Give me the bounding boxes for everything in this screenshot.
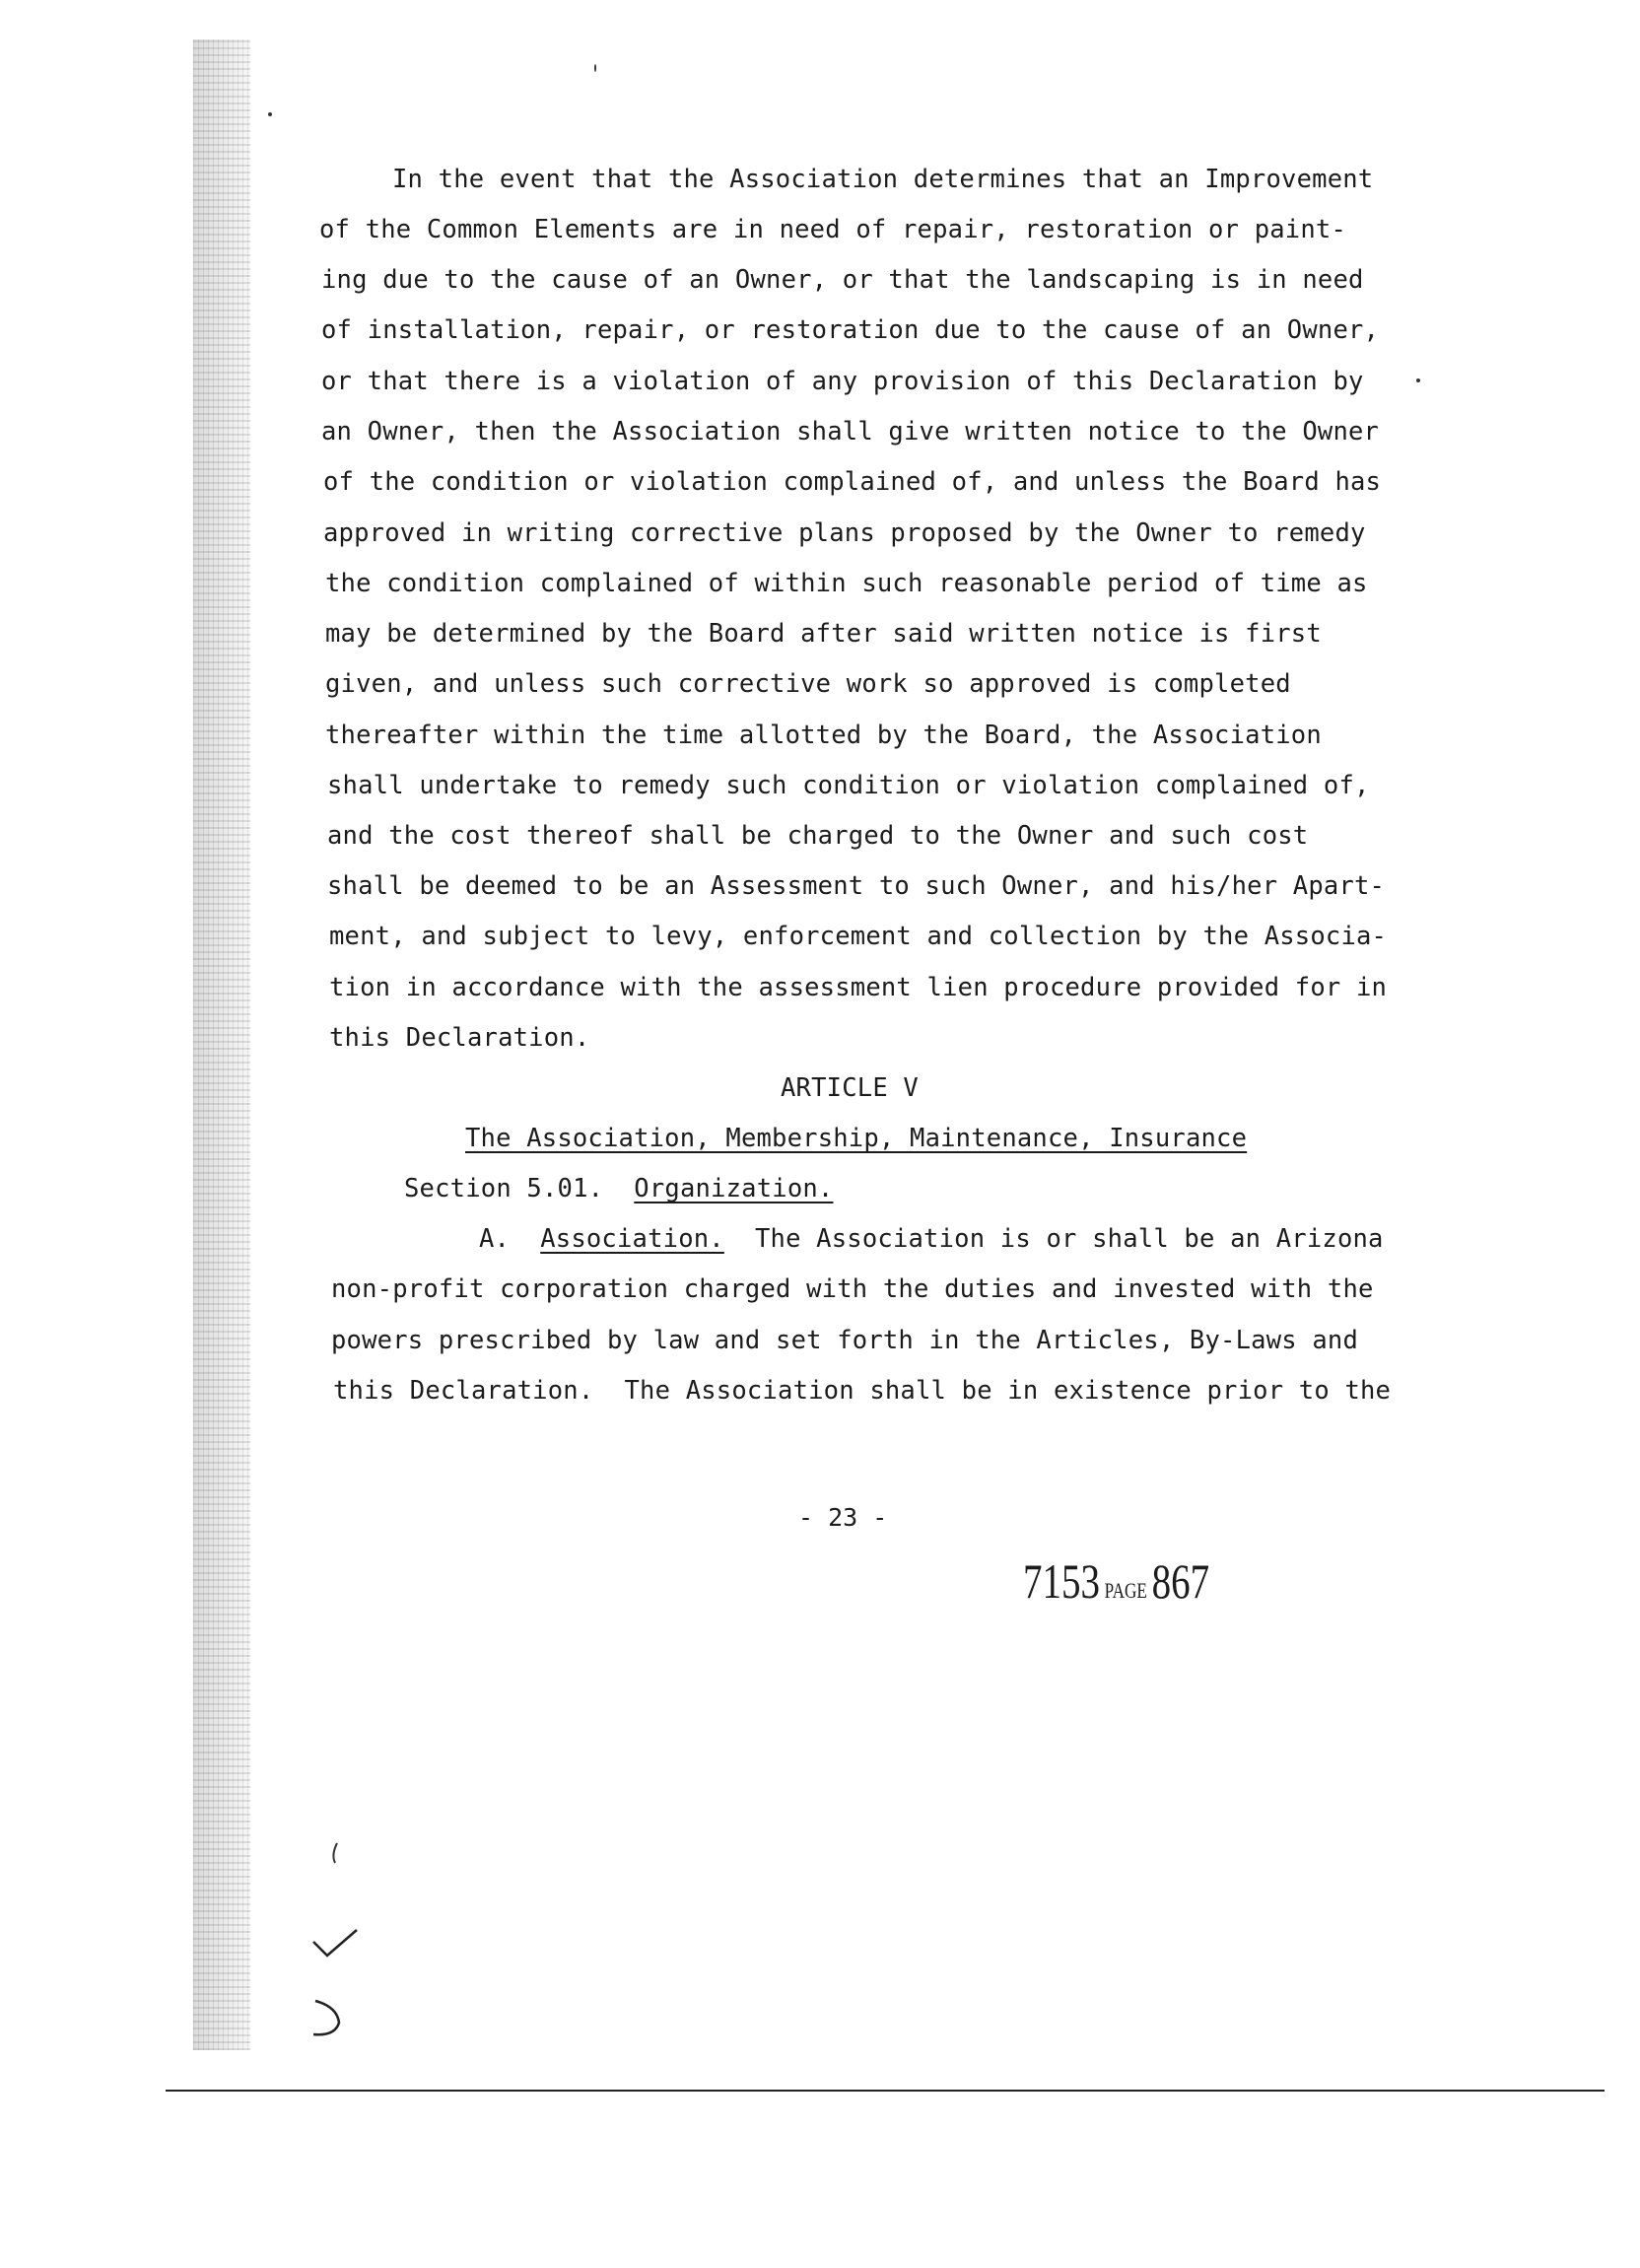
paragraph-line: and the cost thereof shall be charged to the Owner and such cost [327,821,1309,851]
subsection-first-line [479,1224,1384,1254]
scan-speck [594,64,596,72]
bottom-scan-border [166,2090,1605,2092]
page-number: - 23 - [798,1503,888,1532]
subsection-text: The Association is or shall be an Arizona [754,1224,1384,1254]
paragraph-line: tion in accordance with the assessment lien procedure provided for in [329,973,1388,1002]
subsection-line: non-profit corporation charged with the duties and invested with the [331,1274,1374,1304]
paragraph-line: ing due to the cause of an Owner, or that the landscaping is in need [321,265,1364,295]
subsection-title: Association. [540,1224,724,1254]
article-heading: ARTICLE V [781,1073,919,1103]
paragraph-line: shall be deemed to be an Assessment to such Owner, and his/her Apart- [327,871,1386,901]
subsection-line: powers prescribed by law and set forth in the Articles, By-Laws and [331,1326,1359,1355]
article-title: The Association, Membership, Maintenance, Insurance [465,1124,1248,1153]
paragraph-line: of the condition or violation complained of, and unless the Board has [323,467,1382,497]
subsection-letter: A. [479,1224,511,1254]
section-number: Section 5.01. [404,1174,604,1203]
section-title: Organization. [634,1174,834,1203]
paragraph-line: approved in writing corrective plans proposed by the Owner to remedy [323,518,1366,548]
scan-speck [268,112,272,116]
paragraph-line: thereafter within the time allotted by the Board, the Association [325,721,1322,750]
handwritten-mark-icon [286,1823,375,2040]
paragraph-line: may be determined by the Board after said written notice is first [325,619,1322,649]
paragraph-line: of the Common Elements are in need of repair, restoration or paint- [319,215,1347,244]
paragraph-line: ment, and subject to levy, enforcement and collection by the Associa- [329,922,1388,951]
paragraph-line: shall undertake to remedy such condition or violation complained of, [327,771,1370,800]
book-page-number: 867 [1151,1553,1210,1609]
section-heading [404,1174,833,1203]
book-number: 7153 [1023,1553,1100,1609]
paragraph-line: the condition complained of within such reasonable period of time as [325,569,1368,598]
paragraph-line: this Declaration. [329,1023,590,1053]
paragraph-line: an Owner, then the Association shall give written notice to the Owner [321,417,1380,447]
book-page-label: PAGE [1104,1578,1147,1603]
scan-speck [1416,378,1420,382]
paragraph-line: of installation, repair, or restoration due to the cause of an Owner, [321,315,1380,345]
scan-edge-noise [193,39,250,2050]
paragraph-line: or that there is a violation of any provision of this Declaration by [321,367,1364,396]
subsection-line: this Declaration. The Association shall be in existence prior to the [333,1376,1392,1406]
paragraph-line: In the event that the Association determines that an Improvement [392,165,1374,194]
paragraph-line: given, and unless such corrective work so approved is completed [325,669,1291,699]
book-page-stamp [1023,1552,1209,1610]
